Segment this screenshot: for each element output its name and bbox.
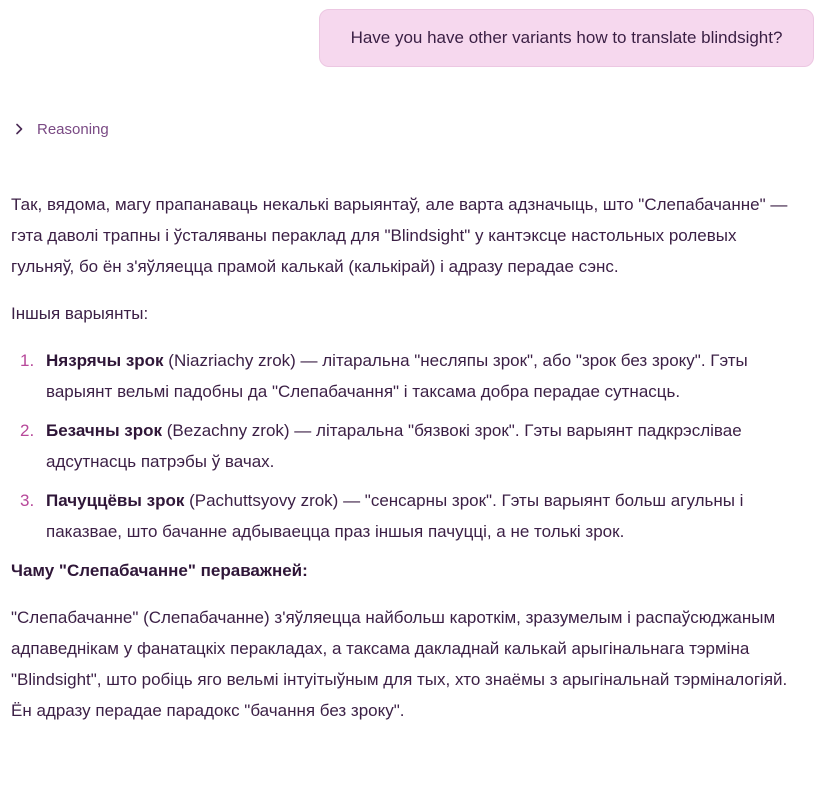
list-item [11,345,801,407]
variant-description: (Bezachny zrok) — літаральна "бязвокі зрок". Гэты варыянт падкрэслівае адсутнасць патрэбы ў вачах. [46,421,742,471]
variant-term: Нязрячы зрок [46,351,164,370]
user-message-bubble [319,9,814,67]
user-message-text: Have you have other variants how to translate blindsight? [350,28,783,47]
variant-description: (Niazriachy zrok) — літаральна "несляпы зрок", або "зрок без зроку". Гэты варыянт вельмі падобны да "Слепабачання" і таксама добра перадае сутнасць. [46,351,748,401]
why-heading: Чаму "Слепабачанне" пераважней: [11,561,308,580]
variants-list [11,345,801,547]
reasoning-toggle[interactable] [12,119,109,139]
variant-term: Безачны зрок [46,421,163,440]
list-item [11,485,801,547]
answer-intro: Так, вядома, магу прапанаваць некалькі варыянтаў, але варта адзначыць, што "Слепабачанне" — гэта даволі трапны і ўсталяваны пераклад для "Blindsight" у кантэксце настольных ролевых гульняў, бо ён з'яўляецца прамой калькай (калькірай) і адразу перадае сэнс. [11,195,788,276]
variant-term: Пачуццёвы зрок [46,491,185,510]
reasoning-label: Reasoning [37,120,109,138]
assistant-answer [11,189,801,726]
other-variants-label: Іншыя варыянты: [11,304,149,323]
list-item-number: 3. [20,491,35,510]
why-text: "Слепабачанне" (Слепабачанне) з'яўляецца найбольш кароткім, зразумелым і распаўсюджаным адпаведнікам у фанатацкіх перакладах, а таксама дакладнай калькай арыгінальнага тэрміна "Blindsight", што робіць яго вельмі інтуітыўным для тых, хто знаёмы з арыгінальнай тэрміналогіяй. Ён адразу перадае парадокс "бачання без зроку". [11,608,788,720]
list-item-number: 1. [20,351,35,370]
variant-description: (Pachuttsyovy zrok) — "сенсарны зрок". Гэты варыянт больш агульны і паказвае, што бачанне адбываецца праз іншыя пачуцці, а не толькі зрок. [46,491,744,541]
list-item [11,415,801,477]
chevron-right-icon [12,119,27,139]
list-item-number: 2. [20,421,35,440]
